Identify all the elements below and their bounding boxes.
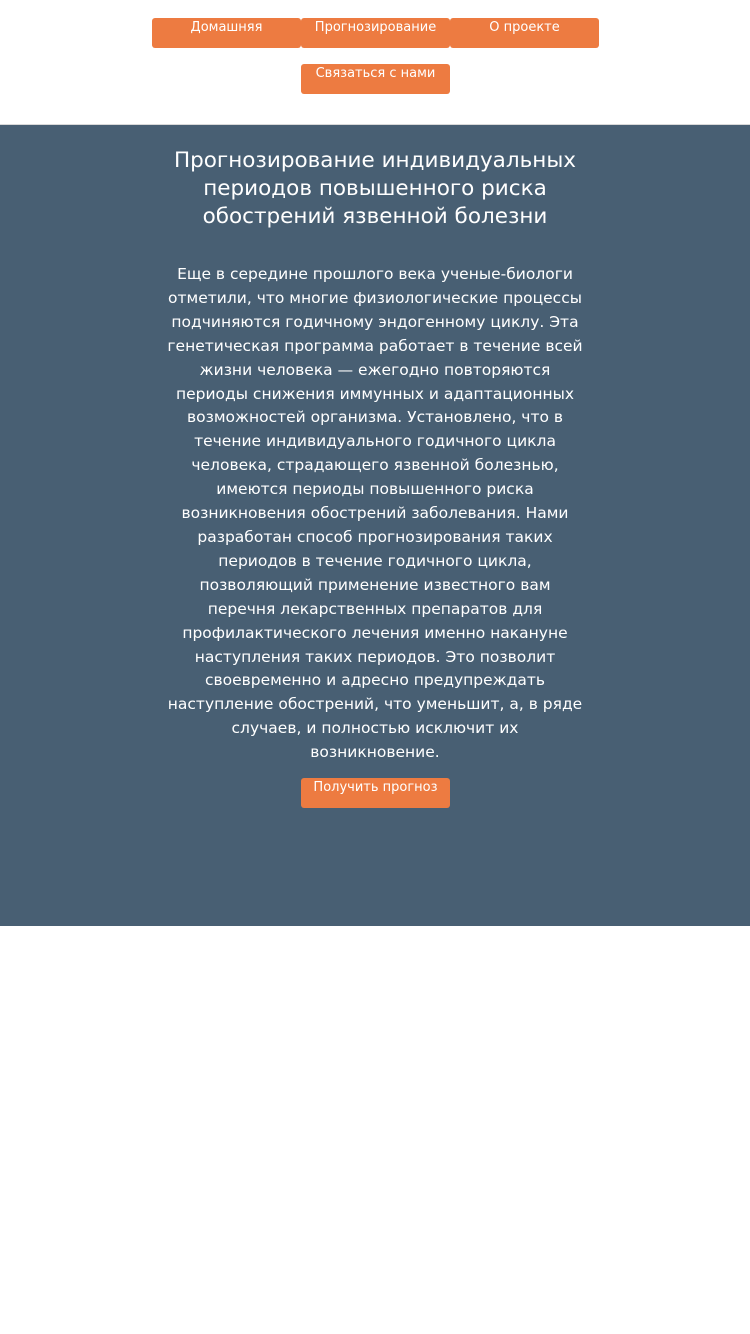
top-navigation — [0, 0, 750, 125]
nav-forecast-button[interactable]: Прогнозирование — [301, 18, 450, 48]
hero-title: Прогнозирование индивидуальных периодов повышенного риска обострений язвенной болезни — [173, 148, 577, 229]
nav-home-button[interactable]: Домашняя — [152, 18, 301, 48]
nav-about-button[interactable]: О проекте — [450, 18, 599, 48]
hero-description: Еще в середине прошлого века ученые-биологи отметили, что многие физиологические процессы подчиняются годичному эндогенному циклу. Эта генетическая программа работает в течение всей жизни человека — ежегодно повторяются периоды снижения иммунных и адаптационных возможностей организма. Установлено, что в течение индивидуального годичного цикла человека, страдающего язвенной болезнью, имеются периоды повышенного риска возникновения обострений заболевания. Нами разработан способ прогнозирования таких периодов в течение годичного цикла, позволяющий применение известного вам перечня лекарственных препаратов для профилактического лечения именно накануне наступления таких периодов. Это позволит своевременно и адресно предупреждать наступление обострений, что уменьшит, а, в ряде случаев, и полностью исключит их возникновение. — [167, 265, 583, 762]
hero-section — [0, 125, 750, 926]
get-forecast-button[interactable]: Получить прогноз — [301, 778, 450, 808]
nav-contact-button[interactable]: Связаться с нами — [301, 64, 450, 94]
